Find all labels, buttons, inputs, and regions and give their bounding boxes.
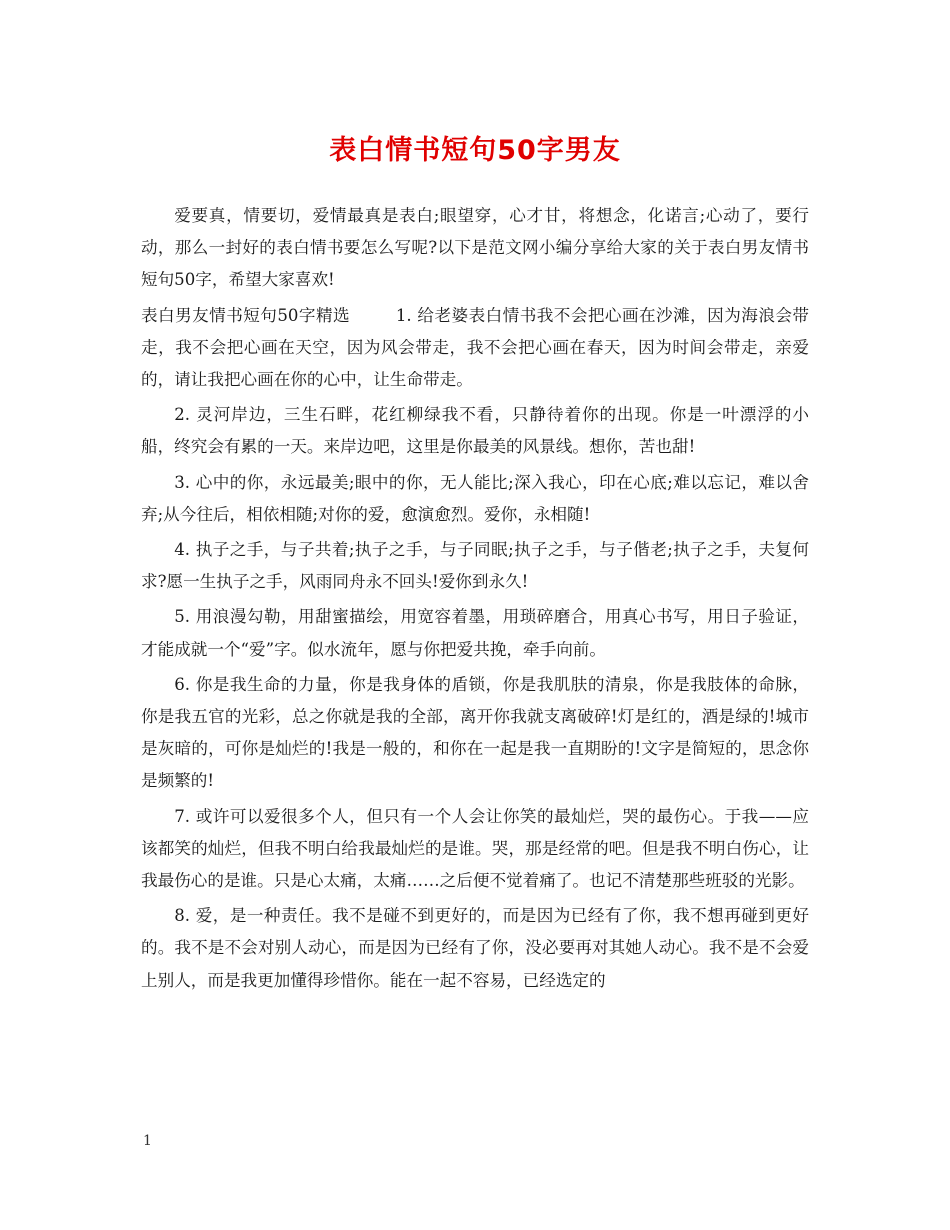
page-number: 1: [143, 1133, 152, 1149]
list-item: 5. 用浪漫勾勒，用甜蜜描绘，用宽容着墨，用琐碎磨合，用真心书写，用日子验证，才能成就一个“爱”字。似水流年，愿与你把爱共挽，牵手向前。: [141, 607, 809, 659]
intro-paragraph: 爱要真，情要切，爱情最真是表白;眼望穿，心才甘，将想念，化诺言;心动了，要行动，那么一封好的表白情书要怎么写呢?以下是范文网小编分享给大家的关于表白男友情书短句50字，希望大家喜欢!: [141, 206, 809, 290]
list-item: 8. 爱，是一种责任。我不是碰不到更好的，而是因为已经有了你，我不想再碰到更好的。我不是不会对别人动心，而是因为已经有了你，没必要再对其她人动心。我不是不会爱上别人，而是我更加懂得珍惜你。能在一起不容易，已经选定的: [141, 906, 809, 990]
list-item: 6. 你是我生命的力量，你是我身体的盾锁，你是我肌肤的清泉，你是我肢体的命脉，你是我五官的光彩，总之你就是我的全部，离开你我就支离破碎!灯是红的，酒是绿的!城市是灰暗的，可你是灿烂的!我是一般的，和你在一起是我一直期盼的!文字是简短的，思念你是频繁的!: [141, 674, 809, 791]
section-heading: 表白男友情书短句50字精选: [141, 305, 351, 325]
document-body: [141, 200, 809, 1000]
list-item: 7. 或许可以爱很多个人，但只有一个人会让你笑的最灿烂，哭的最伤心。于我——应该都笑的灿烂，但我不明白给我最灿烂的是谁。哭，那是经常的吧。但是我不明白伤心，让我最伤心的是谁。只是心太痛，太痛……之后便不觉着痛了。也记不清楚那些班驳的光影。: [141, 806, 809, 891]
list-item: 2. 灵河岸边，三生石畔，花红柳绿我不看，只静待着你的出现。你是一叶漂浮的小船，终究会有累的一天。来岸边吧，这里是你最美的风景线。想你，苦也甜!: [141, 405, 809, 457]
page-title: 表白情书短句50字男友: [329, 135, 621, 166]
list-item: 1. 给老婆表白情书我不会把心画在沙滩，因为海浪会带走，我不会把心画在天空，因为风会带走，我不会把心画在春天，因为时间会带走，亲爱的，请让我把心画在你的心中，让生命带走。: [141, 305, 810, 390]
section-paragraph: [141, 300, 809, 397]
list-item: 3. 心中的你，永远最美;眼中的你，无人能比;深入我心，印在心底;难以忘记，难以舍弃;从今往后，相依相随;对你的爱，愈演愈烈。爱你，永相随!: [141, 472, 809, 524]
list-item: 4. 执子之手，与子共着;执子之手，与子同眠;执子之手，与子偕老;执子之手，夫复何求?愿一生执子之手，风雨同舟永不回头!爱你到永久!: [141, 540, 809, 592]
